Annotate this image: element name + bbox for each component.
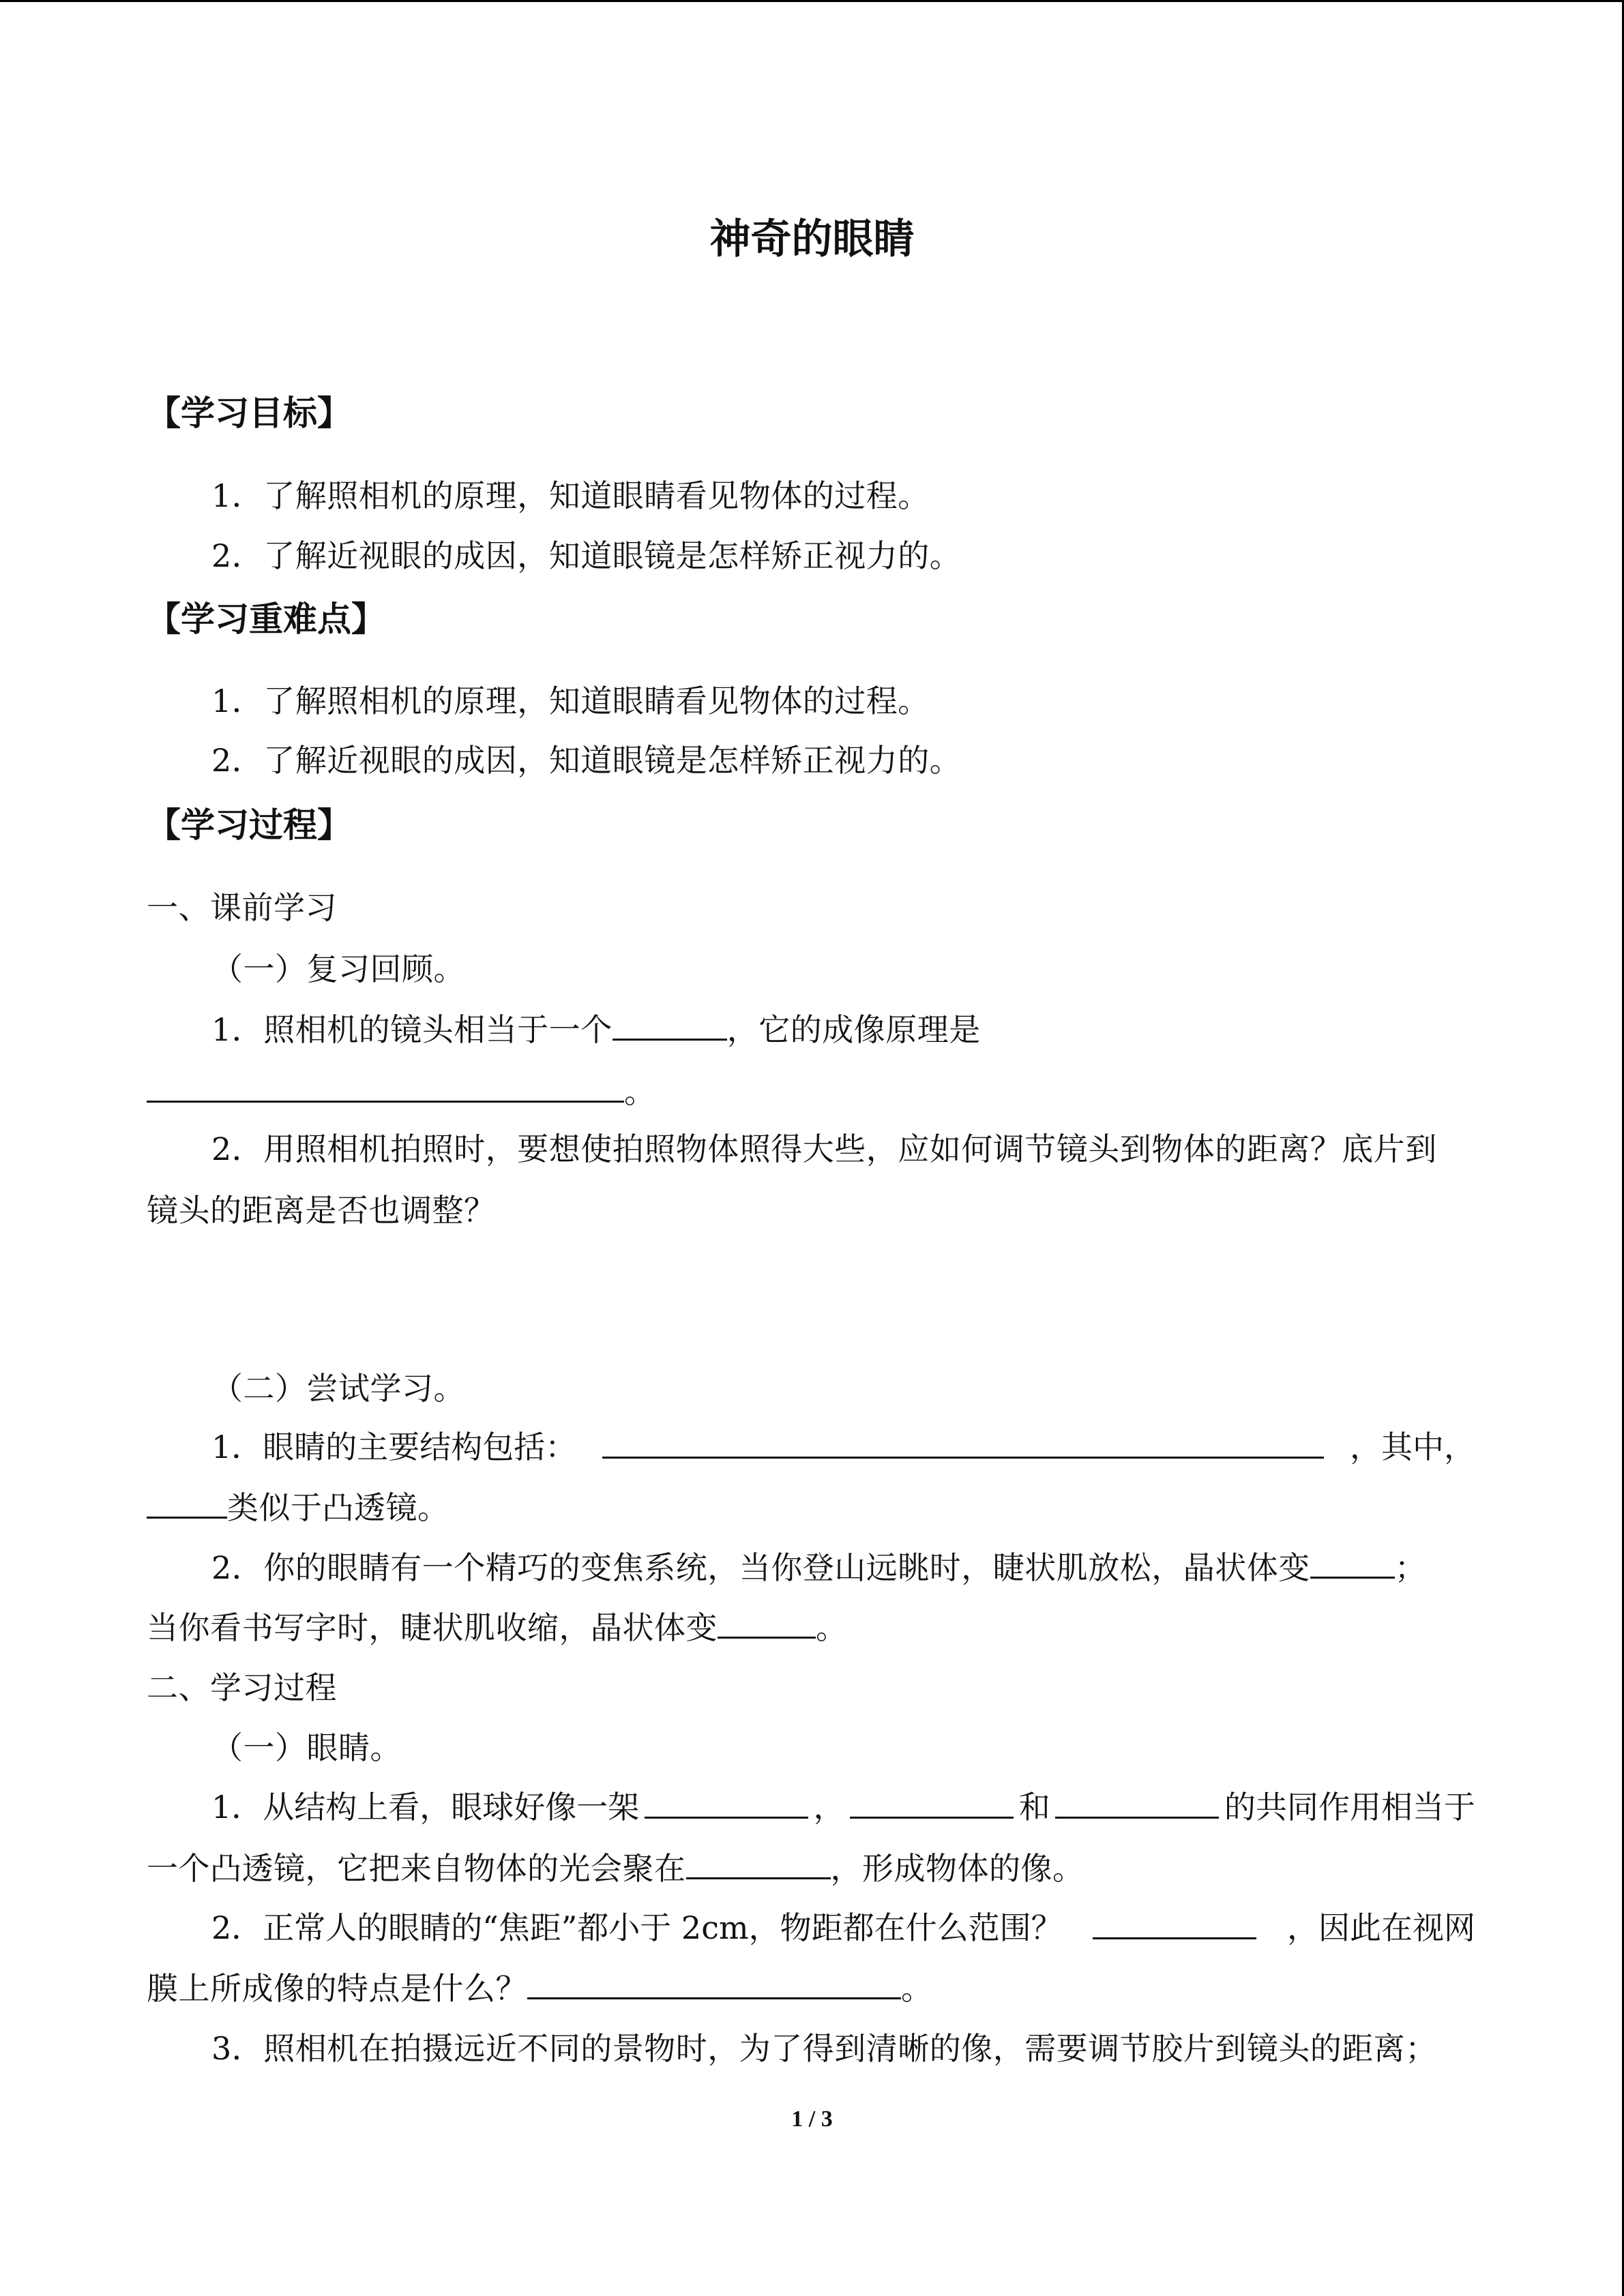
eye-q2-text-c: 膜上所成像的特点是什么？: [147, 1970, 527, 2007]
answer-blank[interactable]: [527, 1967, 901, 1999]
eye-question-1: [147, 1787, 1475, 1828]
try-question-2: [211, 1547, 1426, 1588]
try-q1-text-a: 1．眼睛的主要结构包括：: [211, 1429, 577, 1465]
section-2-title: 二、学习过程: [147, 1669, 337, 1706]
answer-blank[interactable]: [1093, 1907, 1256, 1939]
page-number: 1 / 3: [791, 2106, 833, 2132]
eye-question-3: 3．照相机在拍摄远近不同的景物时，为了得到清晰的像，需要调节胶片到镜头的距离；: [211, 2030, 1437, 2067]
eye-q2-text-d: 。: [901, 1970, 933, 2007]
answer-blank[interactable]: [612, 1009, 727, 1041]
goal-item-2: 2．了解近视眼的成因，知道眼镜是怎样矫正视力的。: [211, 537, 962, 574]
eye-question-2: [147, 1907, 1475, 1948]
answer-blank[interactable]: [602, 1427, 1324, 1459]
try-subtitle: （二）尝试学习。: [211, 1370, 465, 1407]
try-question-2-continued: [147, 1607, 848, 1648]
try-q2-text-c: 当你看书写字时，睫状肌收缩，晶状体变: [147, 1609, 718, 1646]
review-q1-text-a: 1．照相机的镜头相当于一个: [211, 1011, 612, 1048]
review-q1-text-b: ，它的成像原理是: [726, 1011, 981, 1048]
answer-blank[interactable]: [850, 1787, 1014, 1819]
key-point-item-1: 1．了解照相机的原理，知道眼睛看见物体的过程。: [211, 683, 930, 719]
try-q1-text-c: 类似于凸透镜。: [227, 1489, 449, 1526]
answer-blank[interactable]: [1055, 1787, 1219, 1819]
eye-q1-text-d: 的共同作用相当于: [1224, 1789, 1475, 1825]
review-question-2-line-2: 镜头的距离是否也调整？: [147, 1192, 496, 1229]
answer-blank[interactable]: [686, 1847, 831, 1879]
try-q2-text-d: 。: [816, 1609, 848, 1646]
heading-goals: 【学习目标】: [147, 393, 351, 433]
eye-question-2-continued: [147, 1967, 933, 2009]
goal-item-1: 1．了解照相机的原理，知道眼睛看见物体的过程。: [211, 477, 930, 514]
review-subtitle: （一）复习回顾。: [211, 951, 465, 987]
heading-key-points: 【学习重难点】: [147, 599, 385, 639]
eye-question-1-continued: [147, 1847, 1084, 1889]
key-point-item-2: 2．了解近视眼的成因，知道眼镜是怎样矫正视力的。: [211, 742, 962, 779]
answer-blank[interactable]: [147, 1071, 624, 1103]
try-q2-text-a: 2．你的眼睛有一个精巧的变焦系统，当你登山远眺时，睫状肌放松，晶状体变: [211, 1549, 1310, 1586]
eye-subtitle: （一）眼睛。: [211, 1729, 402, 1766]
eye-q1-text-e: 一个凸透镜，它把来自物体的光会聚在: [147, 1850, 686, 1887]
answer-blank[interactable]: [147, 1487, 227, 1519]
answer-blank[interactable]: [718, 1607, 816, 1639]
review-question-1-continued: [147, 1071, 656, 1112]
answer-blank[interactable]: [1310, 1547, 1395, 1579]
heading-process: 【学习过程】: [147, 805, 351, 845]
eye-q1-text-f: ，形成物体的像。: [830, 1850, 1084, 1887]
eye-q1-text-c: 和: [1018, 1789, 1050, 1825]
eye-q2-text-b: ，因此在视网: [1286, 1909, 1475, 1946]
review-question-1: [211, 1009, 981, 1050]
review-q1-end: 。: [624, 1073, 656, 1110]
eye-q2-text-a: 2．正常人的眼睛的“焦距”都小于 2cm，物距都在什么范围？: [211, 1909, 1063, 1946]
try-q2-text-b: ；: [1394, 1549, 1427, 1586]
try-question-1-continued: [147, 1487, 449, 1528]
section-1-title: 一、课前学习: [147, 889, 337, 926]
try-q1-text-b: ，其中，: [1350, 1429, 1475, 1465]
eye-q1-text-b: ，: [813, 1789, 845, 1825]
page-top-border: [0, 0, 1624, 2]
try-question-1: [147, 1427, 1475, 1467]
answer-blank[interactable]: [645, 1787, 808, 1819]
eye-q1-text-a: 1．从结构上看，眼球好像一架: [211, 1789, 640, 1825]
document-title: 神奇的眼睛: [709, 215, 915, 263]
review-question-2-line-1: 2．用照相机拍照时，要想使拍照物体照得大些，应如何调节镜头到物体的距离？底片到: [211, 1131, 1437, 1167]
